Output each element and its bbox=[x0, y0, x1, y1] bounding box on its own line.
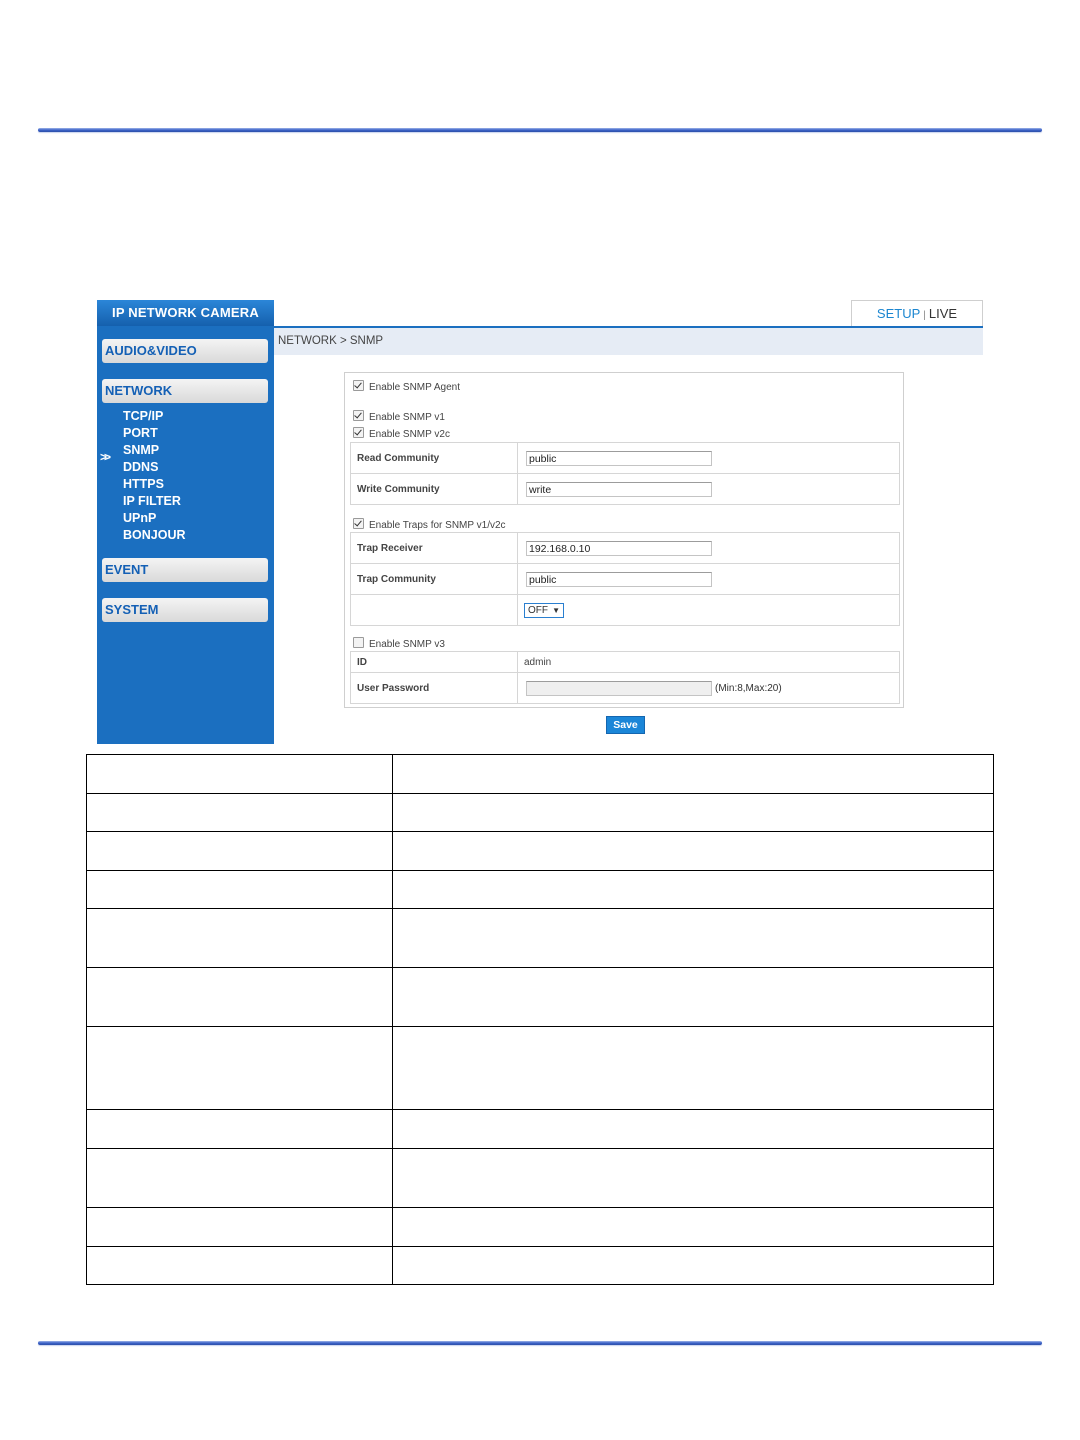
sidebar-item-port[interactable]: PORT bbox=[123, 426, 158, 440]
table-row bbox=[87, 794, 994, 832]
trap-table bbox=[350, 532, 900, 626]
table-row bbox=[351, 443, 900, 474]
enable-snmp-v2c-checkbox[interactable] bbox=[353, 427, 364, 438]
sidebar-item-snmp[interactable]: SNMP bbox=[123, 443, 160, 457]
trap-community-cell bbox=[518, 564, 900, 595]
trap-receiver-label: Trap Receiver bbox=[351, 533, 518, 564]
table-row bbox=[87, 909, 994, 968]
sidebar-item-upnp[interactable]: UPnP bbox=[123, 511, 157, 525]
table-cell bbox=[87, 1027, 393, 1110]
table-cell bbox=[87, 755, 393, 794]
read-community-cell bbox=[518, 443, 900, 474]
table-row bbox=[87, 832, 994, 871]
enable-snmp-v1-label: Enable SNMP v1 bbox=[369, 412, 445, 423]
write-community-label: Write Community bbox=[351, 474, 518, 505]
menu-event[interactable]: EVENT bbox=[102, 558, 268, 582]
menu-network[interactable]: NETWORK bbox=[102, 379, 268, 403]
table-row bbox=[87, 755, 994, 794]
sidebar bbox=[97, 300, 274, 744]
table-row bbox=[351, 533, 900, 564]
enable-snmp-v3-checkbox[interactable] bbox=[353, 637, 364, 648]
password-hint: (Min:8,Max:20) bbox=[715, 682, 782, 694]
trap-community-label: Trap Community bbox=[351, 564, 518, 595]
v3-table bbox=[350, 651, 900, 704]
table-row bbox=[351, 652, 900, 673]
empty-label-cell bbox=[351, 595, 518, 626]
table-cell bbox=[87, 968, 393, 1027]
table-row bbox=[351, 474, 900, 505]
enable-snmp-v1-row bbox=[353, 410, 445, 424]
snmp-settings-panel bbox=[344, 372, 904, 708]
active-arrow-icon: >> bbox=[100, 450, 109, 464]
live-link[interactable]: LIVE bbox=[928, 306, 958, 321]
enable-snmp-agent-label: Enable SNMP Agent bbox=[369, 382, 460, 393]
parameter-table bbox=[86, 754, 994, 1285]
table-cell bbox=[393, 832, 994, 871]
table-cell bbox=[87, 1149, 393, 1208]
table-row bbox=[351, 564, 900, 595]
setup-link[interactable]: SETUP bbox=[876, 306, 921, 321]
enable-traps-label: Enable Traps for SNMP v1/v2c bbox=[369, 520, 506, 531]
enable-snmp-v2c-label: Enable SNMP v2c bbox=[369, 429, 450, 440]
read-community-input[interactable]: public bbox=[526, 451, 712, 466]
table-row bbox=[87, 871, 994, 909]
sidebar-item-bonjour[interactable]: BONJOUR bbox=[123, 528, 186, 542]
table-cell bbox=[393, 1208, 994, 1247]
table-row bbox=[87, 1247, 994, 1285]
table-cell bbox=[87, 794, 393, 832]
enable-snmp-v1-checkbox[interactable] bbox=[353, 410, 364, 421]
table-row bbox=[87, 1149, 994, 1208]
user-password-input[interactable] bbox=[526, 681, 712, 696]
table-row bbox=[87, 1208, 994, 1247]
camera-ui-screenshot bbox=[97, 300, 983, 744]
trap-receiver-input[interactable]: 192.168.0.10 bbox=[526, 541, 712, 556]
sidebar-item-ip-filter[interactable]: IP FILTER bbox=[123, 494, 181, 508]
community-table bbox=[350, 442, 900, 505]
sidebar-item-tcpip[interactable]: TCP/IP bbox=[123, 409, 164, 423]
trap-select-value: OFF bbox=[528, 604, 548, 616]
table-cell bbox=[393, 755, 994, 794]
trap-select[interactable] bbox=[524, 603, 564, 618]
user-password-cell bbox=[518, 673, 900, 704]
table-cell bbox=[393, 968, 994, 1027]
table-cell bbox=[393, 909, 994, 968]
trap-receiver-cell bbox=[518, 533, 900, 564]
table-cell bbox=[393, 1027, 994, 1110]
top-nav bbox=[851, 300, 983, 326]
table-cell bbox=[87, 832, 393, 871]
table-cell bbox=[393, 1247, 994, 1285]
enable-traps-row bbox=[353, 518, 506, 532]
table-cell bbox=[393, 1110, 994, 1149]
sidebar-item-ddns[interactable]: DDNS bbox=[123, 460, 159, 474]
sidebar-item-https[interactable]: HTTPS bbox=[123, 477, 164, 491]
nav-separator: | bbox=[923, 310, 926, 321]
table-cell bbox=[393, 871, 994, 909]
caret-down-icon: ▼ bbox=[552, 605, 560, 615]
header-rule bbox=[38, 128, 1042, 132]
table-cell bbox=[87, 1247, 393, 1285]
table-row bbox=[87, 968, 994, 1027]
brand-title: IP NETWORK CAMERA bbox=[97, 300, 274, 326]
menu-system[interactable]: SYSTEM bbox=[102, 598, 268, 622]
user-password-label: User Password bbox=[351, 673, 518, 704]
footer-rule bbox=[38, 1341, 1042, 1345]
table-cell bbox=[87, 1110, 393, 1149]
id-label: ID bbox=[351, 652, 518, 673]
menu-audio-video[interactable]: AUDIO&VIDEO bbox=[102, 339, 268, 363]
enable-snmp-agent-checkbox[interactable] bbox=[353, 380, 364, 391]
write-community-cell bbox=[518, 474, 900, 505]
enable-traps-checkbox[interactable] bbox=[353, 518, 364, 529]
save-button[interactable]: Save bbox=[606, 716, 645, 734]
table-cell bbox=[87, 1208, 393, 1247]
read-community-label: Read Community bbox=[351, 443, 518, 474]
table-cell bbox=[393, 794, 994, 832]
table-cell bbox=[87, 871, 393, 909]
table-row bbox=[351, 673, 900, 704]
breadcrumb: NETWORK > SNMP bbox=[278, 335, 384, 347]
table-row bbox=[87, 1110, 994, 1149]
trap-select-cell bbox=[518, 595, 900, 626]
enable-snmp-v2c-row bbox=[353, 427, 450, 441]
table-row bbox=[351, 595, 900, 626]
id-value: admin bbox=[518, 652, 900, 673]
enable-snmp-agent-row bbox=[353, 380, 460, 394]
table-cell bbox=[87, 909, 393, 968]
table-cell bbox=[393, 1149, 994, 1208]
table-row bbox=[87, 1027, 994, 1110]
breadcrumb-bar bbox=[274, 328, 983, 355]
enable-snmp-v3-label: Enable SNMP v3 bbox=[369, 639, 445, 650]
trap-community-input[interactable]: public bbox=[526, 572, 712, 587]
write-community-input[interactable]: write bbox=[526, 482, 712, 497]
enable-snmp-v3-row bbox=[353, 637, 445, 651]
